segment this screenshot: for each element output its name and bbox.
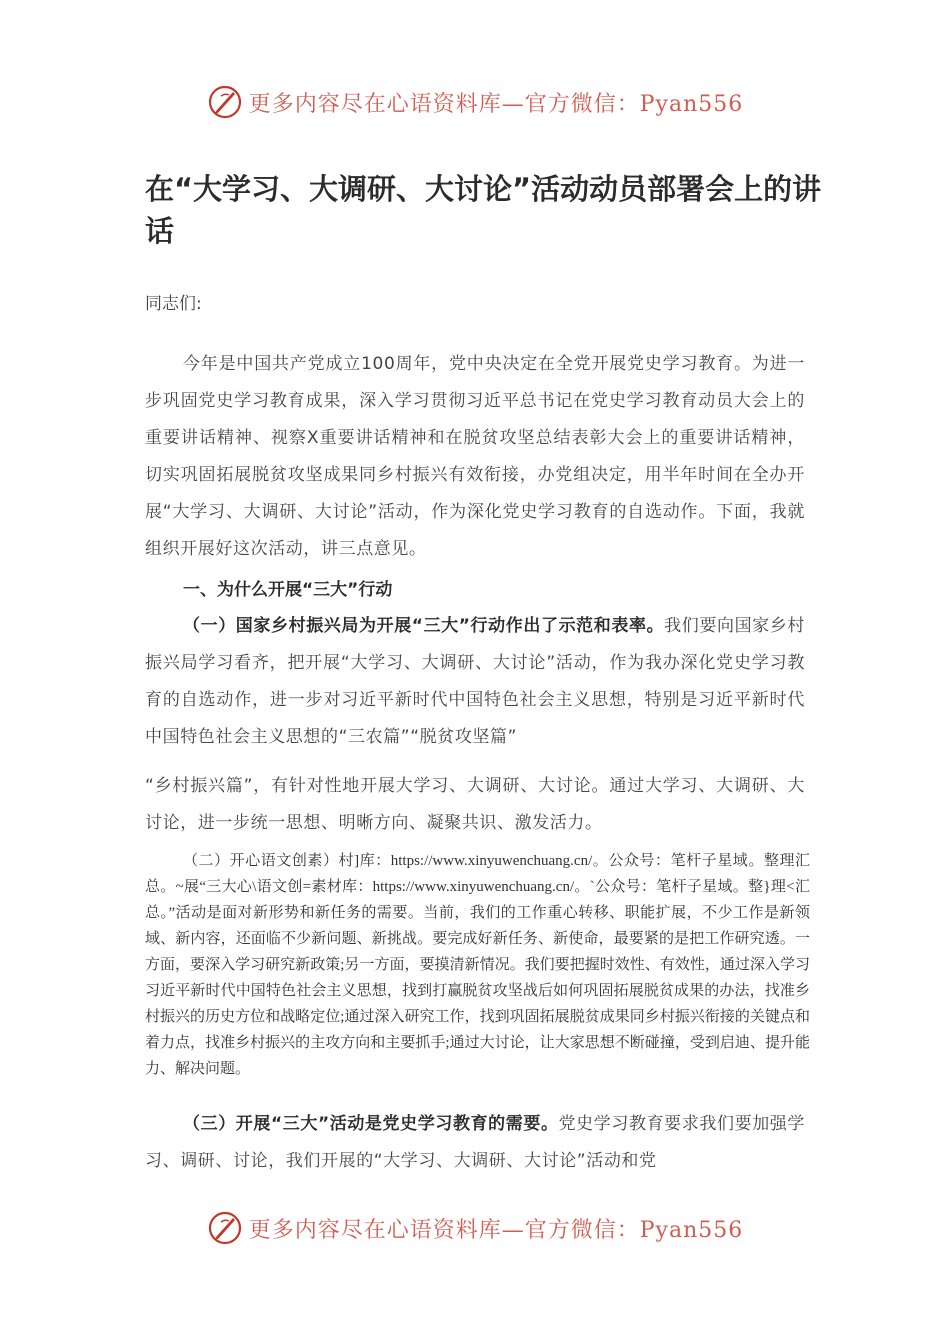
intro-paragraph: 今年是中国共产党成立100周年，党中央决定在全党开展党史学习教育。为进一步巩固党史学习教育成果，深入学习贯彻习近平总书记在党史学习教育动员大会上的重要讲话精神、视察X重要讲话精神和在脱贫攻坚总结表彰大会上的重要讲话精神，切实巩固拓展脱贫攻坚成果同乡村振兴有效衔接，办党组决定，用半年时间在全办开展“大学习、大调研、大讨论”活动，作为深化党史学习教育的自选动作。下面，我就组织开展好这次活动，讲三点意见。 — [145, 354, 805, 559]
section3-lead: （三）开展“三大”活动是党史学习教育的需要。 — [183, 1114, 559, 1134]
quill-pen-logo-icon — [207, 84, 243, 120]
greeting: 同志们: — [145, 294, 202, 314]
header-watermark-banner — [0, 82, 950, 122]
footer-watermark-banner — [0, 1208, 950, 1248]
section1-body: 我们要向国家乡村振兴局学习看齐，把开展“大学习、大调研、大讨论”活动，作为我办深化党史学习教育的自选动作，进一步对习近平新时代中国特色社会主义思想，特别是习近平新时代中国特色社会主义思想的“三农篇”“脱贫攻坚篇” — [145, 616, 805, 747]
section1-lead: （一）国家乡村振兴局为开展“三大”行动作出了示范和表率。 — [183, 616, 665, 636]
section-heading: 一、为什么开展“三大”行动 — [183, 580, 393, 600]
section3-body: 党史学习教育要求我们要加强学习、调研、讨论，我们开展的“大学习、大调研、大讨论”活动和党 — [145, 1114, 805, 1171]
watermark-text: 更多内容尽在心语资料库—官方微信：Pyan556 — [248, 91, 744, 117]
quill-pen-logo-icon — [207, 1210, 243, 1246]
watermark-text: 更多内容尽在心语资料库—官方微信：Pyan556 — [248, 1217, 744, 1243]
section1-continuation: “乡村振兴篇”，有针对性地开展大学习、大调研、大讨论。通过大学习、大调研、大讨论，进一步统一思想、明晰方向、凝聚共识、激发活力。 — [145, 776, 805, 833]
document-title: 在“大学习、大调研、大讨论”活动动员部署会上的讲话 — [145, 172, 822, 248]
section2-paragraph: （二）开心语文创素）村]库：https://www.xinyuwenchuang.cn/。公众号：笔杆子星域。整理汇总。~展“三大心\语文创=素材库：https://www.xinyuwenchuang.cn/。`公众号：笔杆子星域。整}理<汇总。”活动是面对新形势和新任务的需要。当前，我们的工作重心转移、职能扩展，不少工作是新领域、新内容，还面临不少新问题、新挑战。要完成好新任务、新使命，最要紧的是把工作研究透。一方面，要深入学习研究新政策;另一方面，要摸清新情况。我们要把握时效性、有效性，通过深入学习习近平新时代中国特色社会主义思想，找到打赢脱贫攻坚战后如何巩固拓展脱贫成果的办法，找准乡村振兴的历史方位和战略定位;通过深入研究工作，找到巩固拓展脱贫成果同乡村振兴衔接的关键点和着力点，找准乡村振兴的主攻方向和主要抓手;通过大讨论，让大家思想不断碰撞，受到启迪、提升能力、解决问题。 — [145, 853, 810, 1077]
section3-paragraph — [145, 1106, 805, 1180]
section1-paragraph — [145, 608, 805, 756]
